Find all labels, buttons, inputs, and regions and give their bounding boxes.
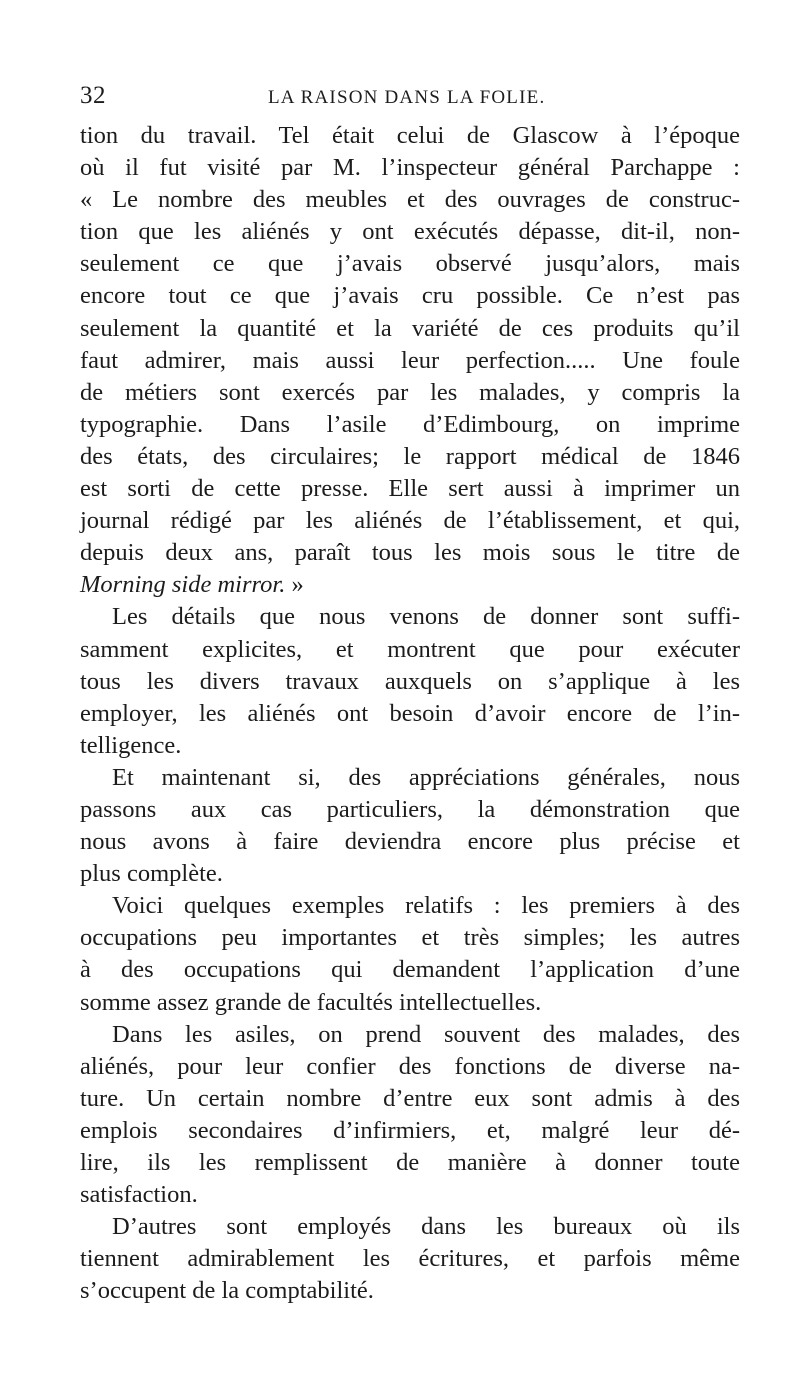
text-line: passons aux cas particuliers, la démonstration que — [80, 795, 740, 823]
text-line: occupations peu importantes et très simples; les autres — [80, 924, 740, 952]
text-line: de métiers sont exercés par les malades, y compris la — [80, 378, 740, 406]
body-text — [80, 120, 740, 1307]
text-line: tion que les aliénés y ont exécutés dépasse, dit-il, non- — [80, 218, 740, 246]
text-line: Et maintenant si, des appréciations générales, nous — [112, 763, 740, 791]
text-line: seulement la quantité et la variété de ces produits qu’il — [80, 314, 740, 342]
text-line: Dans les asiles, on prend souvent des malades, des — [112, 1020, 740, 1048]
text-line: encore tout ce que j’avais cru possible. Ce n’est pas — [80, 282, 740, 310]
text-line: satisfaction. — [80, 1181, 198, 1209]
text-line: nous avons à faire deviendra encore plus précise et — [80, 828, 740, 856]
text-line: seulement ce que j’avais observé jusqu’alors, mais — [80, 250, 740, 278]
text-line: Voici quelques exemples relatifs : les premiers à des — [112, 892, 740, 920]
text-line: plus complète. — [80, 860, 223, 888]
text-line-italic-title — [80, 569, 740, 601]
text-line: tiennent admirablement les écritures, et parfois même — [80, 1245, 740, 1273]
text-line: telligence. — [80, 731, 182, 759]
running-title: LA RAISON DANS LA FOLIE. — [268, 87, 546, 108]
text-line: Les détails que nous venons de donner sont suffi- — [112, 603, 740, 631]
text-line: ture. Un certain nombre d’entre eux sont admis à des — [80, 1084, 740, 1112]
text-line: somme assez grande de facultés intellectuelles. — [80, 988, 542, 1016]
text-line: est sorti de cette presse. Elle sert aussi à imprimer un — [80, 475, 740, 503]
text-line: typographie. Dans l’asile d’Edimbourg, on imprime — [80, 410, 740, 438]
page-number: 32 — [80, 82, 106, 109]
text-line: tous les divers travaux auxquels on s’applique à les — [80, 667, 740, 695]
text-line: où il fut visité par M. l’inspecteur général Parchappe : — [80, 154, 740, 182]
text-line: journal rédigé par les aliénés de l’établissement, et qui, — [80, 507, 740, 535]
text-line: aliénés, pour leur confier des fonctions de diverse na- — [80, 1052, 740, 1080]
text-line: lire, ils les remplissent de manière à donner toute — [80, 1149, 740, 1176]
text-line: employer, les aliénés ont besoin d’avoir encore de l’in- — [80, 699, 740, 727]
text-line: des états, des circulaires; le rapport médical de 1846 — [80, 442, 740, 470]
text-line: emplois secondaires d’infirmiers, et, malgré leur dé- — [80, 1116, 740, 1144]
text-line: faut admirer, mais aussi leur perfection..... Une foule — [80, 346, 740, 374]
text-line: depuis deux ans, paraît tous les mois sous le titre de — [80, 539, 740, 567]
journal-title: Morning side mirror. — [80, 571, 286, 599]
text-line: D’autres sont employés dans les bureaux où ils — [112, 1213, 740, 1241]
text-line: « Le nombre des meubles et des ouvrages de construc- — [80, 186, 740, 214]
text-line: tion du travail. Tel était celui de Glascow à l’époque — [80, 122, 740, 149]
quote-close: » — [285, 571, 304, 599]
text-line: samment explicites, et montrent que pour exécuter — [80, 635, 740, 663]
text-line: s’occupent de la comptabilité. — [80, 1277, 374, 1305]
running-head — [80, 82, 740, 112]
text-line: à des occupations qui demandent l’application d’une — [80, 956, 740, 984]
